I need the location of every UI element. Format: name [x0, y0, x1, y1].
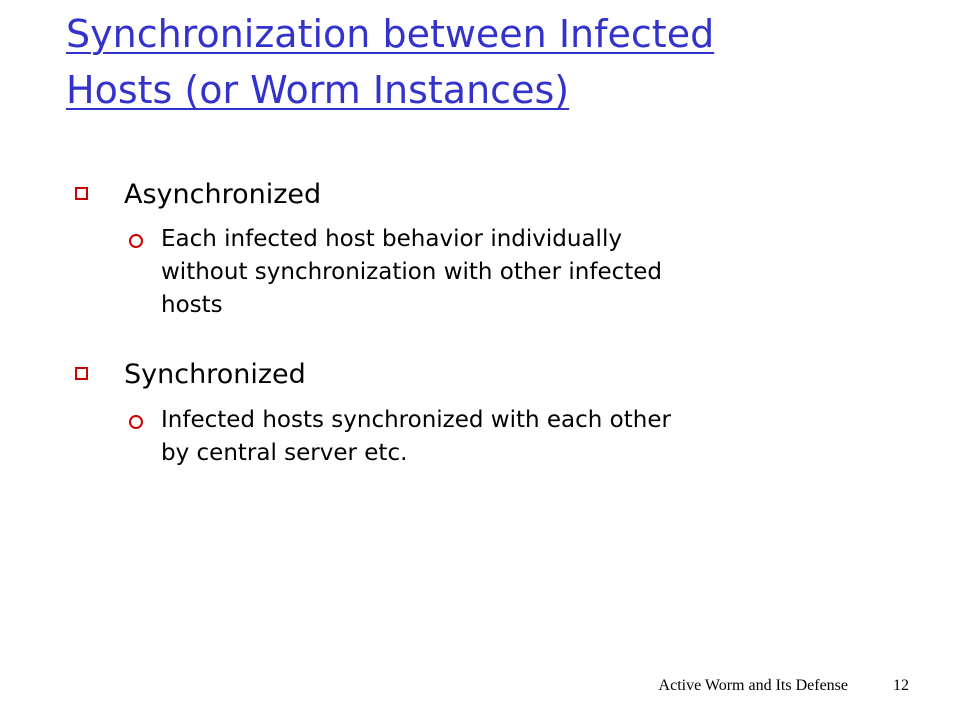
circle-bullet-icon: [129, 234, 143, 248]
page-number: 12: [893, 677, 909, 694]
subbullet-line: by central server etc.: [161, 440, 408, 466]
subbullet-text: [161, 404, 861, 470]
level1-item: [0, 355, 960, 395]
subbullet-line: hosts: [161, 292, 223, 318]
subbullet-text: [161, 223, 861, 322]
level1-item: [0, 175, 960, 215]
subbullet-line: Infected hosts synchronized with each other: [161, 407, 671, 433]
footer-text: Active Worm and Its Defense: [658, 677, 848, 694]
title-line-1: Synchronization between Infected: [66, 12, 715, 56]
bullet-asynchronized: [0, 175, 960, 322]
bullet-text: Asynchronized: [124, 179, 322, 210]
title-line-2: Hosts (or Worm Instances): [66, 68, 570, 112]
square-bullet-icon: [75, 367, 88, 380]
bullet-synchronized: [0, 355, 960, 470]
subbullet-line: Each infected host behavior individually: [161, 226, 622, 252]
circle-bullet-icon: [129, 415, 143, 429]
level2-item: [0, 404, 960, 470]
bullet-text: Synchronized: [124, 359, 306, 390]
square-bullet-icon: [75, 187, 88, 200]
level2-item: [0, 223, 960, 322]
slide-title: [66, 6, 926, 118]
subbullet-line: without synchronization with other infected: [161, 259, 663, 285]
